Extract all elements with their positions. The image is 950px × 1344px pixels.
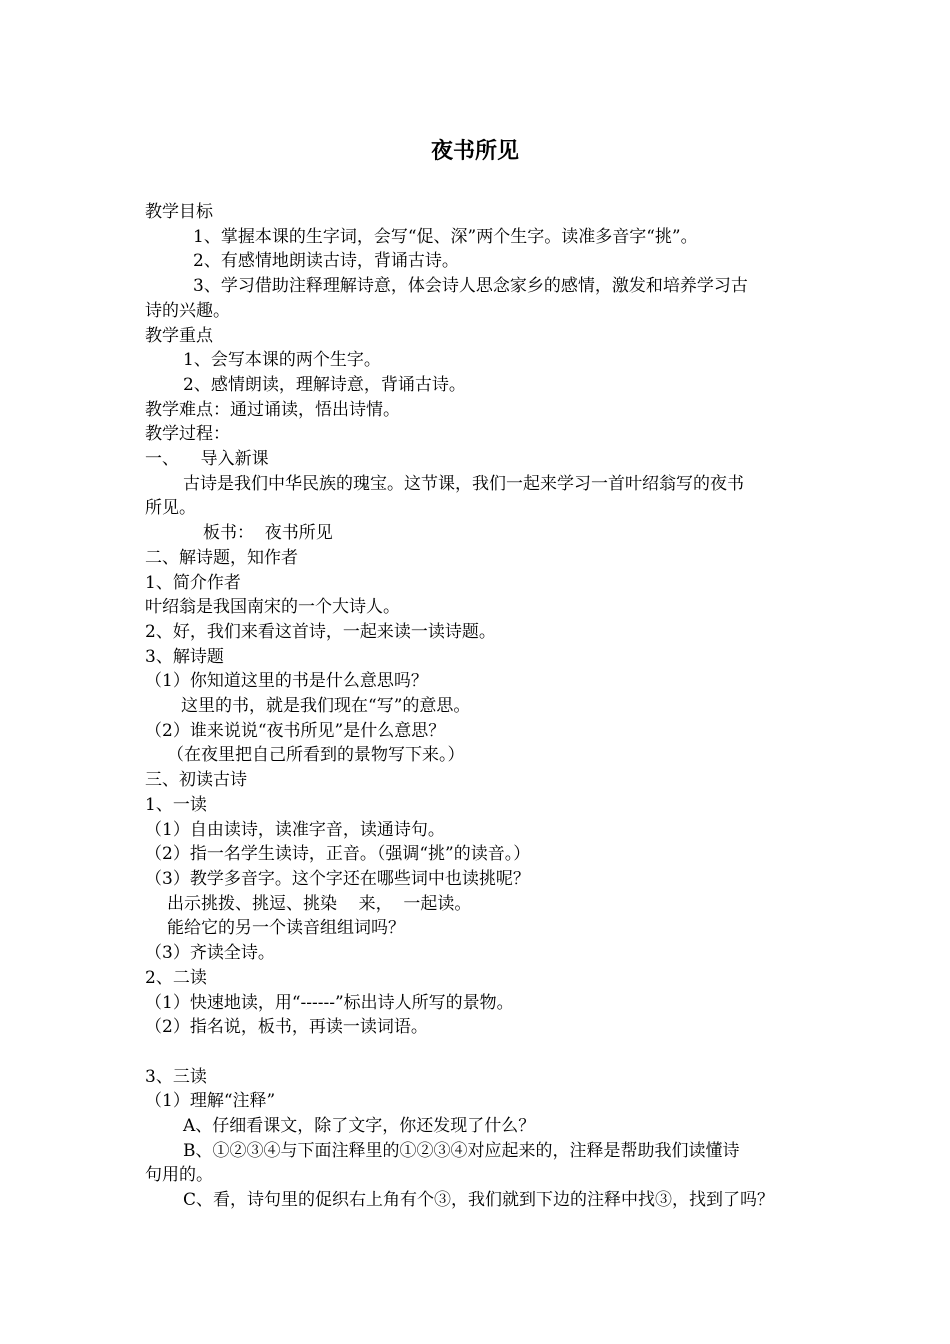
objective-3: 3、学习借助注释理解诗意，体会诗人思念家乡的感情，激发和培养学习古 — [193, 276, 748, 297]
objective-3-cont: 诗的兴趣。 — [145, 300, 230, 321]
second-read-1: （1）快速地读，用“------”标出诗人所写的景物。 — [145, 992, 514, 1013]
key-point-2: 2、感情朗读，理解诗意，背诵古诗。 — [183, 374, 466, 395]
heading-process: 教学过程： — [145, 424, 230, 445]
question-2: （2）谁来说说“夜书所见”是什么意思？ — [145, 720, 446, 741]
third-read-b: B、①②③④与下面注释里的①②③④对应起来的，注释是帮助我们读懂诗 — [183, 1140, 740, 1161]
answer-2: （在夜里把自己所看到的景物写下来。） — [167, 745, 465, 766]
first-read-3-examples: 出示挑拨、挑逗、挑染 来， 一起读。 — [167, 893, 472, 914]
first-read-heading: 1、一读 — [145, 794, 207, 815]
third-read-1: （1）理解“注释” — [145, 1091, 276, 1112]
section-2-heading: 二、解诗题，知作者 — [145, 547, 298, 568]
question-1: （1）你知道这里的书是什么意思吗？ — [145, 671, 428, 692]
first-read-1: （1）自由读诗，读准字音，读通诗句。 — [145, 819, 445, 840]
blackboard-title: 板书： 夜书所见 — [203, 523, 333, 544]
section-3-heading: 三、初读古诗 — [145, 770, 247, 791]
heading-key-points: 教学重点 — [145, 325, 213, 346]
document-title: 夜书所见 — [430, 139, 519, 164]
key-point-1: 1、会写本课的两个生字。 — [183, 350, 381, 371]
difficulty-line: 教学难点：通过诵读，悟出诗情。 — [145, 399, 400, 420]
third-read-b-cont: 句用的。 — [145, 1165, 213, 1186]
objective-2: 2、有感情地朗读古诗，背诵古诗。 — [193, 251, 459, 272]
second-read-heading: 2、二读 — [145, 967, 207, 988]
first-read-3-question: 能给它的另一个读音组组词吗？ — [167, 918, 405, 939]
section-1-heading: 一、 导入新课 — [145, 449, 269, 470]
blank-line — [145, 1040, 810, 1065]
second-read-2: （2）指名说，板书，再读一读词语。 — [145, 1017, 428, 1038]
document-body — [145, 200, 810, 1213]
read-title-line: 2、好，我们来看这首诗，一起来读一读诗题。 — [145, 621, 496, 642]
author-heading: 1、简介作者 — [145, 572, 241, 593]
third-read-a: A、仔细看课文，除了文字，你还发现了什么？ — [183, 1116, 536, 1136]
intro-paragraph: 古诗是我们中华民族的瑰宝。这节课，我们一起来学习一首叶绍翁写的夜书 — [183, 473, 744, 494]
third-read-c: C、看，诗句里的促织右上角有个③，我们就到下边的注释中找③，找到了吗？ — [183, 1190, 775, 1211]
intro-paragraph-cont: 所见。 — [145, 498, 196, 519]
first-read-4: （3）齐读全诗。 — [145, 943, 275, 964]
first-read-3: （3）教学多音字。这个字还在哪些词中也读挑呢？ — [145, 868, 530, 889]
third-read-heading: 3、三读 — [145, 1066, 207, 1087]
first-read-2: （2）指一名学生读诗，正音。（强调“挑”的读音。） — [145, 844, 531, 865]
explain-title-heading: 3、解诗题 — [145, 646, 224, 667]
answer-1: 这里的书，就是我们现在“写”的意思。 — [181, 696, 471, 717]
author-text: 叶绍翁是我国南宋的一个大诗人。 — [145, 597, 400, 618]
heading-objectives: 教学目标 — [145, 202, 213, 222]
objective-1: 1、掌握本课的生字词，会写“促、深”两个生字。读准多音字“挑”。 — [193, 226, 698, 247]
